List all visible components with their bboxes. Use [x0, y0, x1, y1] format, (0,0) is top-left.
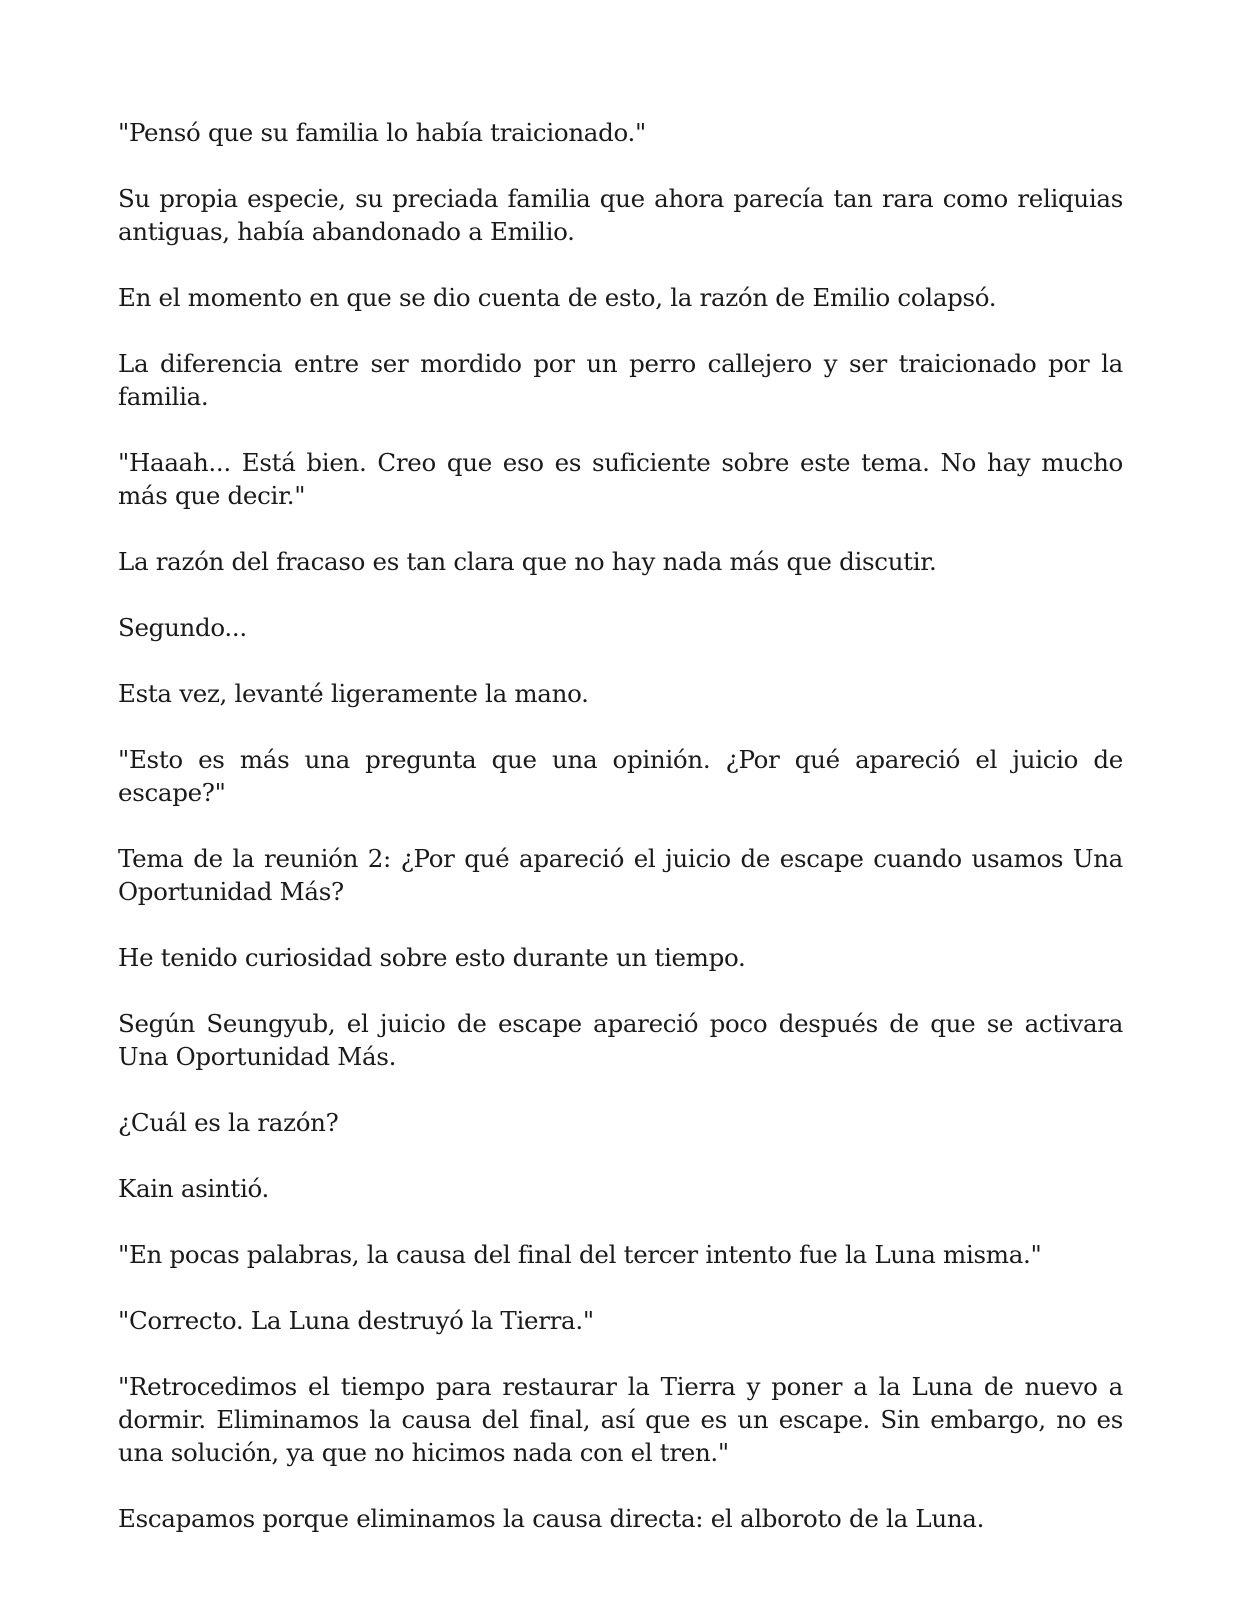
paragraph: Segundo...: [118, 613, 247, 642]
paragraph: Esta vez, levanté ligeramente la mano.: [118, 679, 589, 708]
paragraph: La razón del fracaso es tan clara que no hay nada más que discutir.: [118, 547, 937, 576]
paragraph: "Esto es más una pregunta que una opinión. ¿Por qué apareció el juicio de escape?": [118, 745, 1123, 807]
paragraph: Según Seungyub, el juicio de escape apareció poco después de que se activara Una Oportunidad Más.: [118, 1009, 1123, 1071]
paragraph: Tema de la reunión 2: ¿Por qué apareció el juicio de escape cuando usamos Una Oportunidad Más?: [118, 844, 1123, 906]
paragraph: "En pocas palabras, la causa del final del tercer intento fue la Luna misma.": [118, 1240, 1042, 1269]
paragraph: "Pensó que su familia lo había traicionado.": [118, 118, 646, 147]
paragraph: "Haaah... Está bien. Creo que eso es suficiente sobre este tema. No hay mucho más que decir.": [118, 448, 1123, 510]
paragraph: Su propia especie, su preciada familia que ahora parecía tan rara como reliquias antiguas, había abandonado a Emilio.: [118, 184, 1123, 246]
document-body: [118, 116, 1123, 1568]
paragraph: "Correcto. La Luna destruyó la Tierra.": [118, 1306, 594, 1335]
paragraph: ¿Cuál es la razón?: [118, 1108, 339, 1137]
paragraph: Escapamos porque eliminamos la causa directa: el alboroto de la Luna.: [118, 1504, 985, 1533]
paragraph: "Retrocedimos el tiempo para restaurar la Tierra y poner a la Luna de nuevo a dormir. Eliminamos la causa del final, así que es un escape. Sin embargo, no es una solución, ya que no hicimos nada con el tren.": [118, 1372, 1123, 1467]
paragraph: He tenido curiosidad sobre esto durante un tiempo.: [118, 943, 746, 972]
paragraph: En el momento en que se dio cuenta de esto, la razón de Emilio colapsó.: [118, 283, 997, 312]
paragraph: La diferencia entre ser mordido por un perro callejero y ser traicionado por la familia.: [118, 349, 1123, 411]
paragraph: Kain asintió.: [118, 1174, 269, 1203]
